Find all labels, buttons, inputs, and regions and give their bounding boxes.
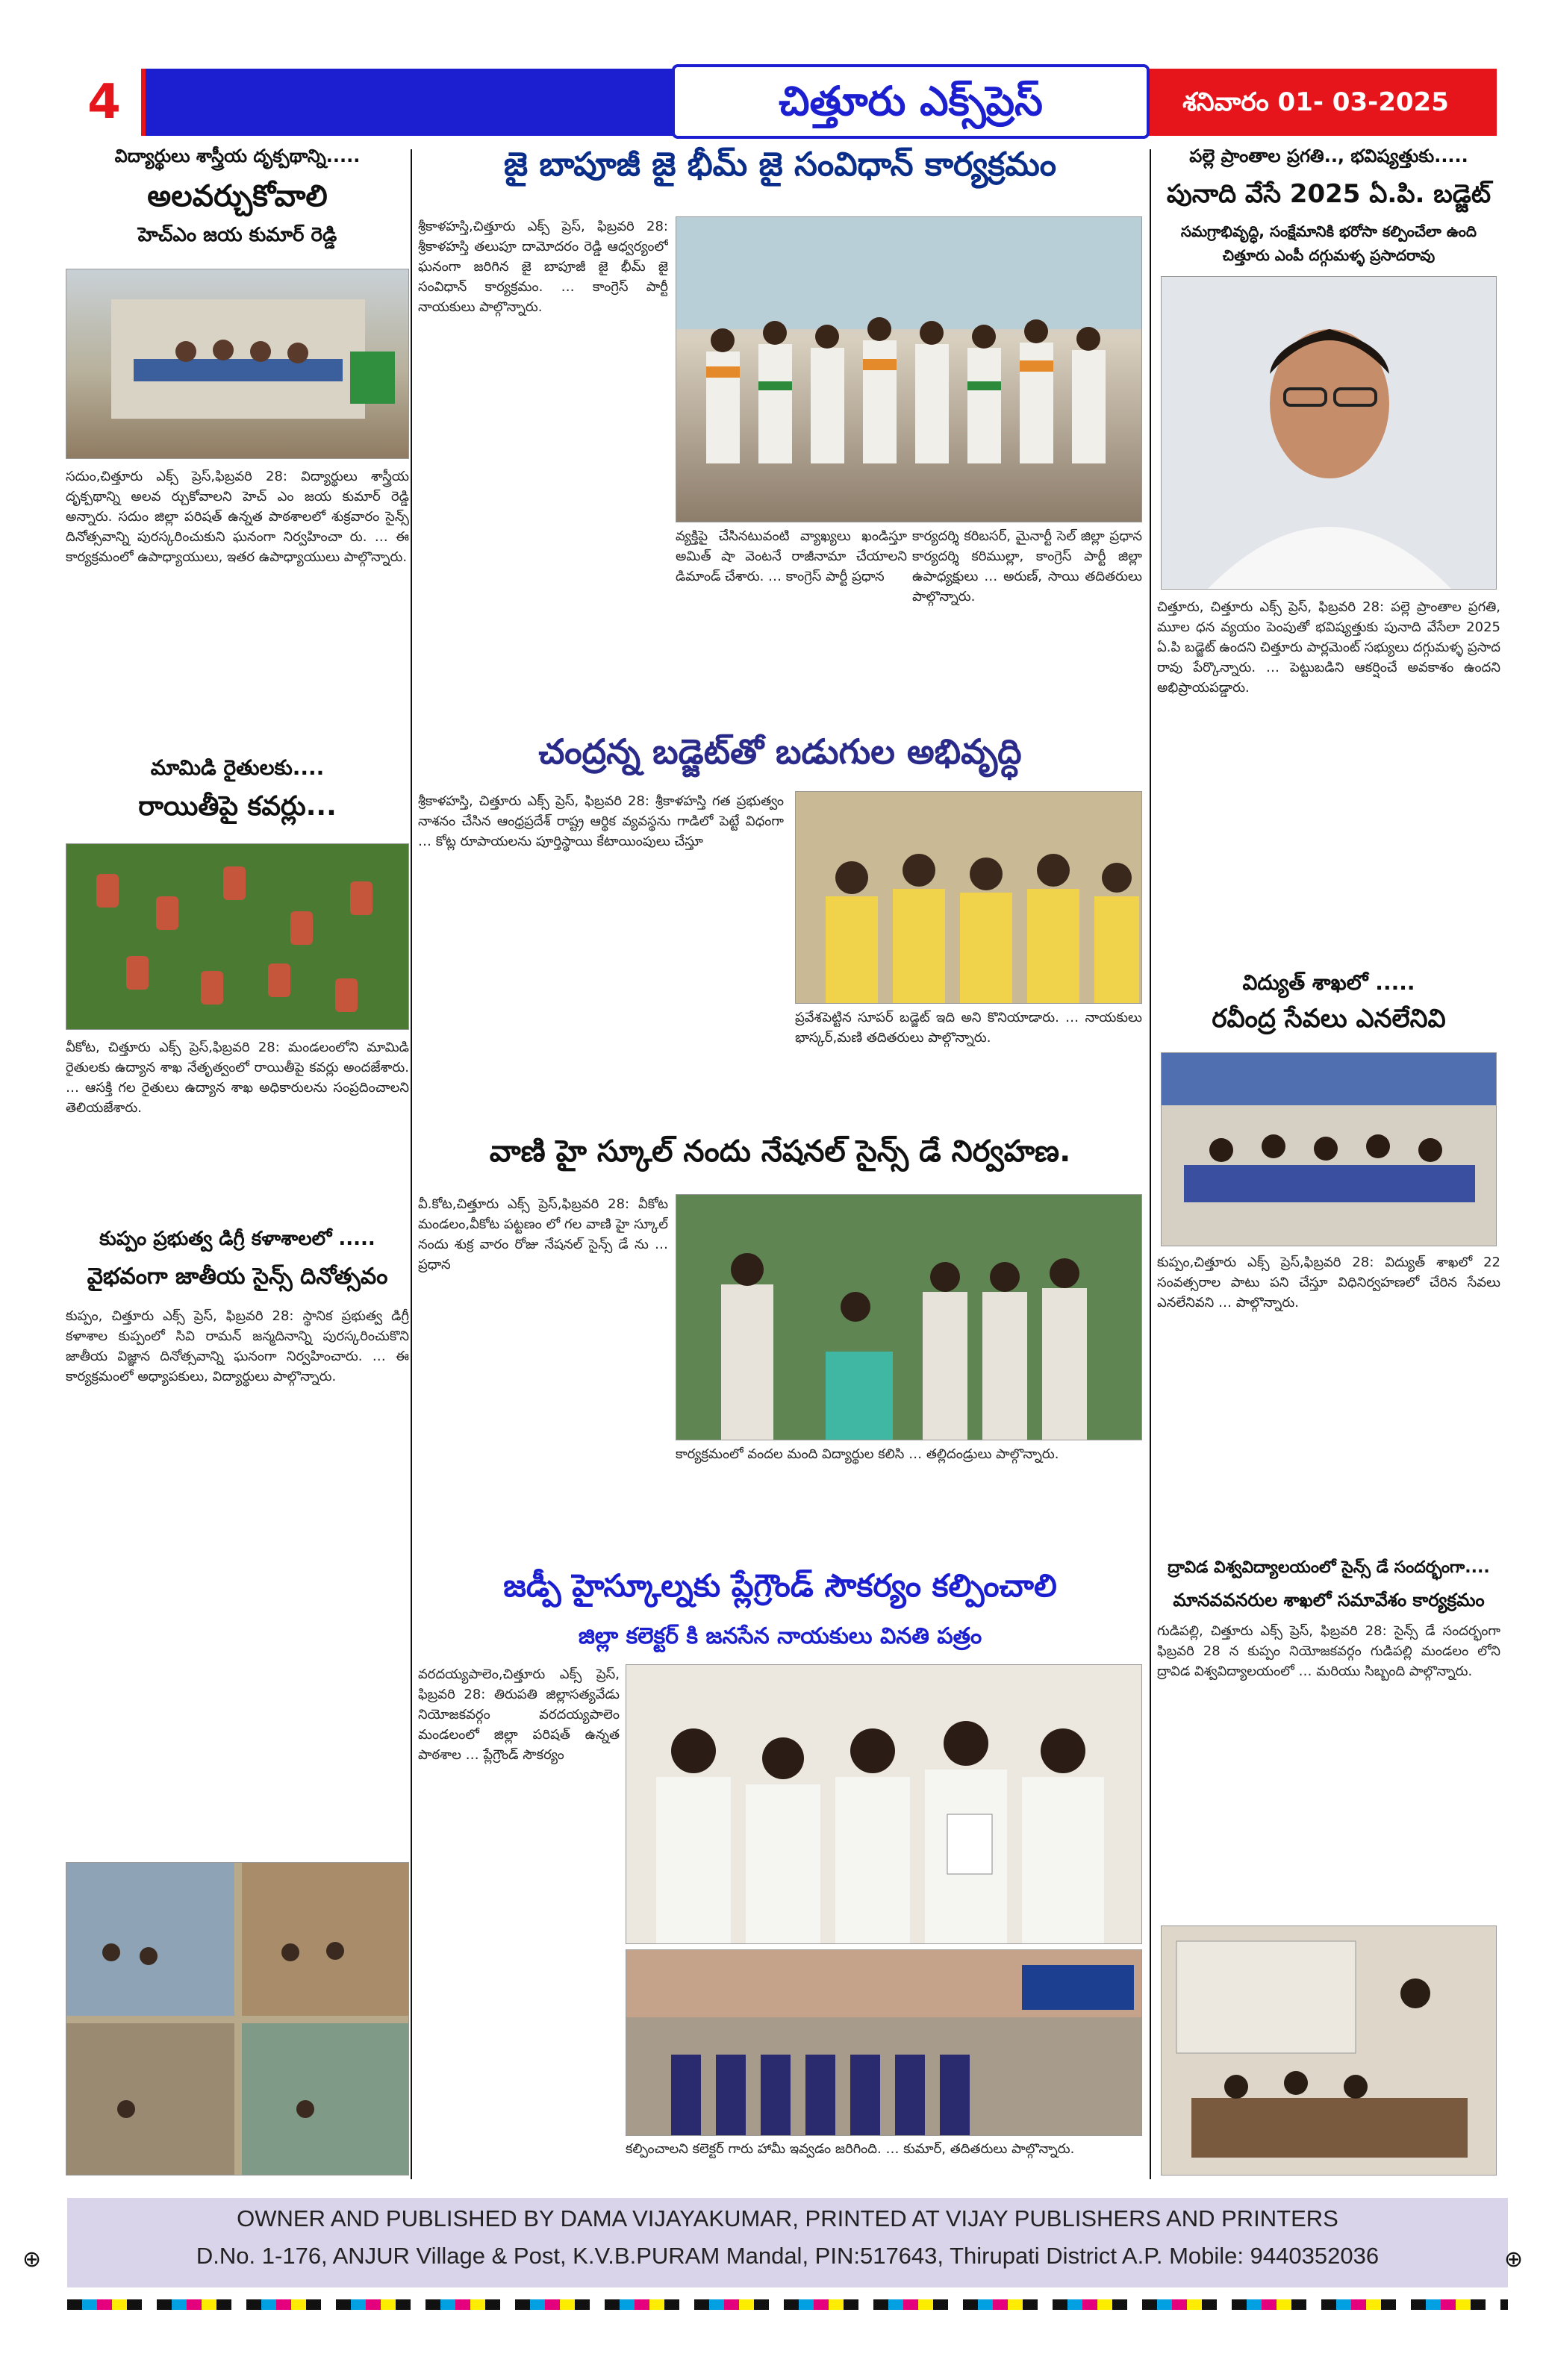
center-story4-body-a: వరదయ్యపాలెం,చిత్తూరు ఎక్స్ ప్రెస్, ఫిబ్రవరి 28: తిరుపతి జిల్లాసత్యవేడు నియోజకవర్గం వరదయ్యపాలెం మండలంలో జిల్లా పరిషత్ ఉన్నత పాఠశాల … ప్లేగ్రౌండ్ సౌకర్యం	[418, 1667, 620, 1763]
university-meeting-illustration	[1162, 1926, 1497, 2176]
center-story4-subhead: జిల్లా కలెక్టర్ కి జనసేన నాయకులు వినతి పత్రం	[578, 1623, 982, 1649]
mango-covers-illustration	[66, 844, 409, 1030]
right-story2-headline: రవీంద్ర సేవలు ఎనలేనివి	[1212, 1004, 1446, 1034]
mango-covers-photo	[66, 843, 409, 1030]
center-story4-headline: జడ్పీ హైస్కూల్నకు ప్లేగ్రౌండ్ సౌకర్యం కల్పించాలి	[503, 1567, 1057, 1604]
right-story3-kicker: ద్రావిడ విశ్వవిద్యాలయంలో సైన్స్ డే సందర్భంగా....	[1168, 1558, 1490, 1577]
science-day-school-illustration	[676, 1195, 1142, 1440]
imprint-line-2: D.No. 1-176, ANJUR Village & Post, K.V.B.PURAM Mandal, PIN:517643, Thirupati District A.P. Mobile: 9440352036	[196, 2243, 1380, 2269]
right-story1-byline: చిత్తూరు ఎంపీ దగ్గుమళ్ళ ప్రసాదరావు	[1222, 246, 1436, 264]
story3-kicker: కుప్పం ప్రభుత్వ డిగ్రీ కళాశాలలో .....	[99, 1228, 375, 1250]
university-meeting-photo	[1161, 1925, 1497, 2176]
collector-petition-illustration	[626, 1665, 1142, 1944]
center-story3-headline: వాణి హై స్కూల్ నందు నేషనల్ సైన్స్ డే నిర్వహణ.	[489, 1134, 1071, 1169]
collector-petition-photo	[626, 1664, 1142, 1944]
right-story1-subhead: సమగ్రాభివృద్ధి, సంక్షేమానికి భరోసా కల్పించేలా ఉంది	[1180, 222, 1477, 240]
story3-headline: వైభవంగా జాతీయ సైన్స్ దినోత్సవం	[87, 1264, 388, 1290]
right-story3-body: గుడిపల్లి, చిత్తూరు ఎక్స్ ప్రెస్, ఫిబ్రవరి 28: సైన్స్ డే సందర్భంగా ఫిబ్రవరి 28 న కుప్పం నియోజకవర్గం గుడిపల్లి మండలం లోని ద్రావిడ విశ్వవిద్యాలయంలో … మరియు సిబ్బంది పాల్గొన్నారు.	[1157, 1623, 1500, 1679]
electricity-felicitation-photo	[1161, 1052, 1497, 1246]
right-story1-body: చిత్తూరు, చిత్తూరు ఎక్స్ ప్రెస్, ఫిబ్రవరి 28: పల్లె ప్రాంతాల ప్రగతి, మూల ధన వ్యయం పెంపుతో భవిష్యత్తుకు పునాది వేసేలా 2025 ఏ.పి బడ్జెట్ ఉందని చిత్తూరు పార్లమెంట్ సభ్యులు దగ్గుమళ్ళ ప్రసాద రావు పేర్కొన్నారు. … పెట్టుబడిని ఆకర్షించే అవకాశం ఉందని అభిప్రాయపడ్డారు.	[1157, 599, 1500, 696]
story1-body: సదుం,చిత్తూరు ఎక్స్ ప్రెస్,ఫిబ్రవరి 28: విద్యార్థులు శాస్త్రీయ దృక్పథాన్ని అలవ ర్చుకోవాలని హెచ్ ఎం జయ కుమార్ రెడ్డి అన్నారు. సదుం జిల్లా పరిషత్ ఉన్నత పాఠశాలలో శుక్రవారం సైన్స్ దినోత్సవాన్ని పురస్కరించుకుని ఘనంగా నిర్వహించా రు. … ఈ కార్యక్రమంలో ఉపాధ్యాయులు, ఇతర ఉపాధ్యాయులు పాల్గొన్నారు.	[66, 469, 409, 565]
center-story4-body-b: కల్పించాలని కలెక్టర్ గారు హామీ ఇవ్వడం జరిగింది. … కుమార్, తదితరులు పాల్గొన్నారు.	[626, 2141, 1075, 2157]
center-story1-body-c: కార్యదర్శి కరిబసర్, మైనార్టీ సెల్ జిల్లా ప్రధాన కార్యదర్శి కరిముల్లా, కాంగ్రెస్ పార్టీ జిల్లా ఉపాధ్యక్షులు … అరుణ్, సాయి తదితరులు పాల్గొన్నారు.	[912, 528, 1142, 605]
center-story3-body-b: కార్యక్రమంలో వందల మంది విద్యార్థుల కలిసి … తల్లిదండ్రులు పాల్గొన్నారు.	[676, 1446, 1059, 1462]
newspaper-title: చిత్తూరు ఎక్స్‌ప్రెస్	[672, 64, 1150, 139]
story3-body: కుప్పం, చిత్తూరు ఎక్స్ ప్రెస్, ఫిబ్రవరి 28: స్థానిక ప్రభుత్వ డిగ్రీ కళాశాల కుప్పంలో సివి రామన్ జన్మదినాన్ని పురస్కరించుకొని జాతీయ విజ్ఞాన దినోత్సవాన్ని ఘనంగా నిర్వహించారు. … ఈ కార్యక్రమంలో అధ్యాపకులు, విద్యార్థులు పాల్గొన్నారు.	[66, 1308, 409, 1384]
story1-headline: అలవర్చుకోవాలి	[147, 179, 328, 213]
story1-kicker: విద్యార్థులు శాస్త్రీయ దృక్పథాన్ని.....	[114, 146, 361, 166]
column-divider-left	[411, 149, 412, 2179]
mp-portrait-photo	[1161, 276, 1497, 590]
school-playground-photo	[626, 1949, 1142, 2136]
tdp-leaders-illustration	[796, 792, 1142, 1004]
story2-kicker: మామిడి రైతులకు....	[150, 755, 325, 780]
imprint-line-1: OWNER AND PUBLISHED BY DAMA VIJAYAKUMAR, PRINTED AT VIJAY PUBLISHERS AND PRINTERS	[237, 2205, 1338, 2231]
center-story2-body-b: ప్రవేశపెట్టిన సూపర్ బడ్జెట్ ఇది అని కొనియాడారు. … నాయకులు భాస్కర్,మణి తదితరులు పాల్గొన్నారు.	[795, 1010, 1142, 1046]
right-story1-headline: పునాది వేసే 2025 ఏ.పి. బడ్జెట్	[1166, 179, 1491, 209]
school-event-photo	[66, 269, 409, 459]
science-day-collage	[66, 1862, 409, 2176]
congress-rally-illustration	[676, 217, 1142, 522]
school-playground-illustration	[626, 1950, 1142, 2136]
print-color-bar	[67, 2299, 1508, 2309]
center-story2-headline: చంద్రన్న బడ్జెట్‌తో బడుగుల అభివృద్ధి	[538, 731, 1022, 772]
electricity-felicitation-illustration	[1162, 1053, 1497, 1246]
right-story2-body: కుప్పం,చిత్తూరు ఎక్స్ ప్రెస్,ఫిబ్రవరి 28: విద్యుత్ శాఖలో 22 సంవత్సరాల పాటు పని చేస్తూ విధినిర్వహణలో చేరిన సేవలు ఎనలేనివని … పాల్గొన్నారు.	[1157, 1255, 1500, 1311]
center-story1-body-b: వ్యక్తిపై చేసినటువంటి వ్యాఖ్యలు ఖండిస్తూ అమిత్ షా వెంటనే రాజీనామా చేయాలని డిమాండ్ చేశారు. … కాంగ్రెస్ పార్టీ ప్రధాన	[676, 528, 907, 584]
right-story2-kicker: విద్యుత్ శాఖలో .....	[1242, 970, 1415, 995]
issue-date: శనివారం 01- 03-2025	[1182, 87, 1449, 117]
story1-subhead: హెచ్‌ఎం జయ కుమార్ రెడ్డి	[137, 224, 337, 246]
center-story2-body-a: శ్రీకాళహస్తి, చిత్తూరు ఎక్స్ ప్రెస్, ఫిబ్రవరి 28: శ్రీకాళహస్తి గత ప్రభుత్వం నాశనం చేసిన ఆంధ్రప్రదేశ్ రాష్ట్ర ఆర్థిక వ్యవస్థను గాడిలో పెట్టే విధంగా … కోట్ల రూపాయలను పూర్తిస్థాయి కేటాయింపులు చేస్తూ	[418, 793, 784, 849]
tdp-leaders-photo	[795, 791, 1142, 1004]
center-story1-body-a: శ్రీకాళహస్తి,చిత్తూరు ఎక్స్ ప్రెస్, ఫిబ్రవరి 28: శ్రీకాళహస్తి తలుపూ దామోదరం రెడ్డి ఆధ్వర్యంలో ఘనంగా జరిగిన జై బాపూజీ జై భీమ్ జై సంవిధాన్ కార్యక్రమం. … కాంగ్రెస్ పార్టీ నాయకులు పాల్గొన్నారు.	[418, 219, 668, 315]
science-day-collage-illustration	[66, 1863, 409, 2176]
registration-mark-left: ⊕	[22, 2246, 42, 2273]
story2-body: వీకోట, చిత్తూరు ఎక్స్ ప్రెస్,ఫిబ్రవరి 28: మండలంలోని మామిడి రైతులకు ఉద్యాన శాఖ నేతృత్వంలో రాయితీపై కవర్లు అందజేశారు. … ఆసక్తి గల రైతులు ఉద్యాన శాఖ అధికారులను సంప్రదించాలని తెలియజేశారు.	[66, 1040, 409, 1116]
school-event-illustration	[66, 269, 409, 459]
center-story1-headline: జై బాపూజీ జై భీమ్ జై సంవిధాన్ కార్యక్రమం	[503, 146, 1057, 184]
science-day-school-photo	[676, 1194, 1142, 1440]
column-divider-right	[1150, 149, 1151, 2179]
print-color-bar-strip	[67, 2299, 1508, 2310]
right-story3-headline: మానవవనరుల శాఖలో సమావేశం కార్యక్రమం	[1173, 1590, 1485, 1611]
right-story1-kicker: పల్లె ప్రాంతాల ప్రగతి.., భవిష్యత్తుకు.....	[1189, 146, 1468, 166]
mp-portrait-illustration	[1162, 277, 1497, 590]
center-story3-body-a: వీ.కోట,చిత్తూరు ఎక్స్ ప్రెస్,ఫిబ్రవరి 28: వీకోట మండలం,వీకోట పట్టణం లో గల వాణి హై స్కూల్ నందు శుక్ర వారం రోజు నేషనల్ సైన్స్ డే ను … ప్రధాన	[418, 1196, 668, 1272]
page-number: 4	[67, 69, 146, 136]
story2-headline: రాయితీపై కవర్లు...	[138, 791, 337, 822]
registration-mark-right: ⊕	[1504, 2246, 1524, 2273]
congress-rally-photo	[676, 216, 1142, 522]
